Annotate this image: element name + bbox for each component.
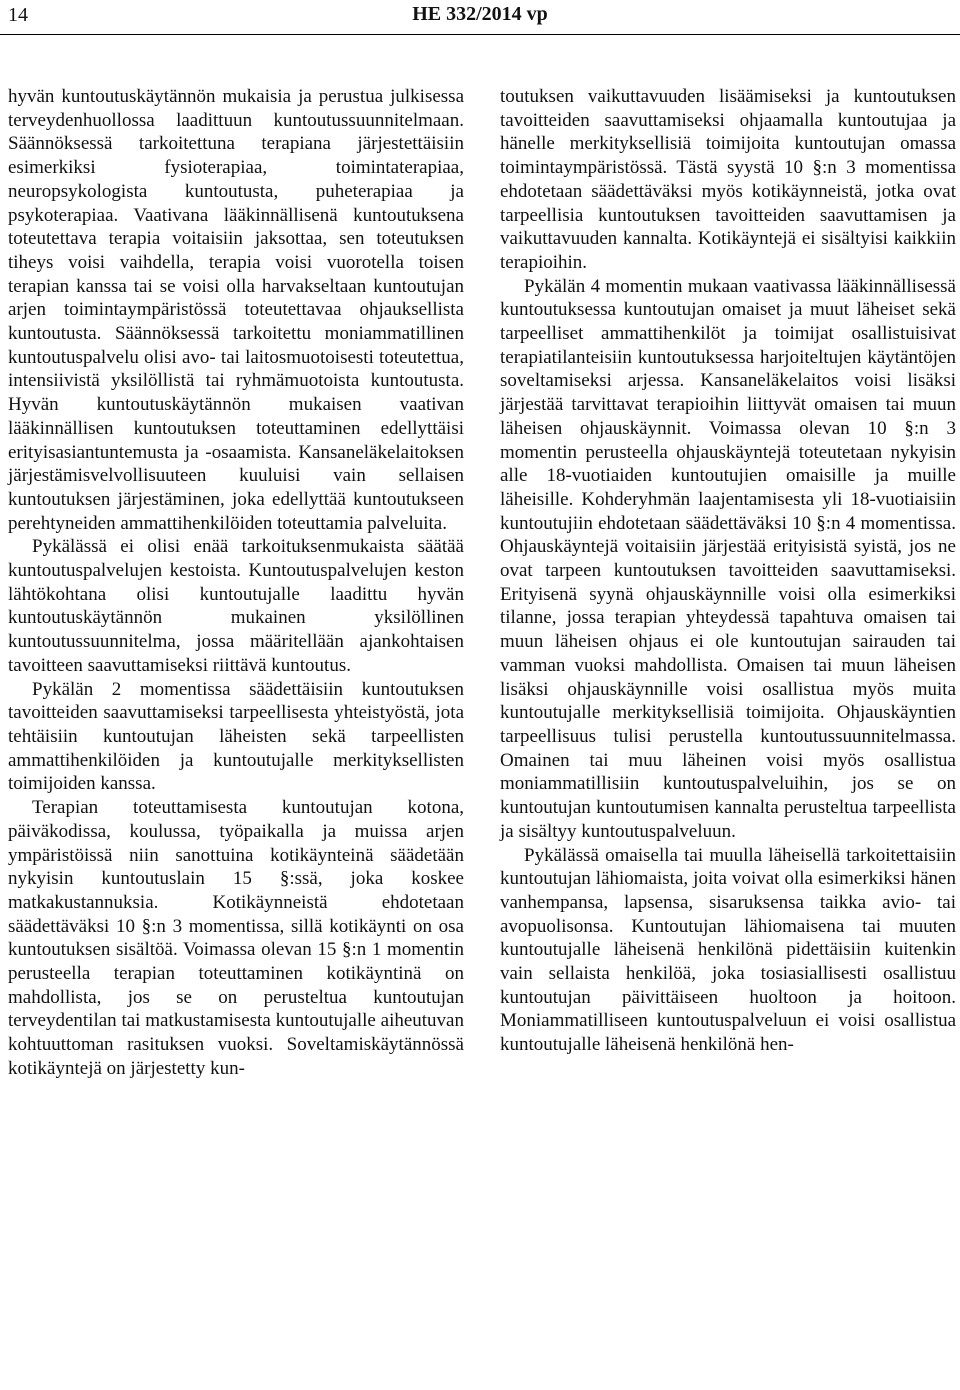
paragraph: hyvän kuntoutuskäytännön mukaisia ja perustua julkisessa terveydenhuollossa laadittuun kuntoutussuunnitelmaan. Säännöksessä tarkoitettuna terapiana järjestettäisiin esimerkiksi fysioterapiaa, toimintaterapiaa, neuropsykologista kuntoutusta, puheterapiaa ja psykoterapiaa. Vaativana lääkinnällisenä kuntoutuksena toteutettava terapia voitaisiin jaksottaa, sen toteutuksen tiheys voisi vaihdella, terapia voisi vuorotella toisen terapian kanssa tai se voisi olla harvakseltaan kuntoutujan arjen toimintaympäristössä toteutettavaa ohjauksellista kuntoutusta. Säännöksessä tarkoitettu moniammatillinen kuntoutuspalvelu olisi avo- tai laitosmuotoisesti toteutettua, intensiivistä yksilöllistä tai ryhmämuotoista kuntoutusta. Hyvän kuntoutuskäytännön mukaisen vaativan lääkinnällisen kuntoutuksen toteuttaminen edellyttäisi erityisasiantuntemusta ja -osaamista. Kansaneläkelaitoksen järjestämisvelvollisuuteen kuuluisi vain sellaisen kuntoutuksen järjestäminen, joka edellyttää kuntoutukseen perehtyneiden ammattihenkilöiden toteuttamia palveluita. (8, 86, 464, 534)
page-number: 14 (8, 4, 28, 26)
paragraph: Pykälässä omaisella tai muulla läheisellä tarkoitettaisiin kuntoutujan lähiomaista, joita voivat olla esimerkiksi hänen vanhempansa, lapsensa, sisaruksensa taikka avio- tai avopuolisonsa. Kuntoutujan lähiomaisena tai muuten kuntoutujalle läheisenä henkilönä pidettäisiin kuitenkin vain sellaista henkilöä, joka tosiasiallisesti osallistuu kuntoutujan päivittäiseen huoltoon ja hoitoon. Moniammatilliseen kuntoutuspalveluun ei voisi osallistua kuntoutujalle läheisenä henkilönä hen- (500, 844, 956, 1056)
paragraph: toutuksen vaikuttavuuden lisäämiseksi ja kuntoutuksen tavoitteiden saavuttamiseksi ohjaamalla kuntoutujaa ja hänelle merkityksellisiä toimijoita kuntoutujan omassa toimintaympäristössä. Tästä syystä 10 §:n 3 momentissa ehdotetaan säädettäväksi myös kotikäynneistä, jotka ovat tarpeellisia kuntoutuksen tavoitteiden saavuttamisen ja vaikuttavuuden kannalta. Kotikäyntejä ei sisältyisi kaikkiin terapioihin. (500, 86, 956, 273)
paragraph: Pykälässä ei olisi enää tarkoituksenmukaista säätää kuntoutuspalvelujen kestoista. Kuntoutuspalvelujen keston lähtökohtana olisi kuntoutujalle laadittu hyvän kuntoutuskäytännön mukainen yksilöllinen kuntoutussuunnitelma, jossa määritellään ajankohtaisen tavoitteen saavuttamiseksi riittävä kuntoutus. (8, 536, 464, 676)
document-id: HE 332/2014 vp (412, 3, 548, 25)
right-column (500, 85, 956, 1057)
paragraph: Terapian toteuttamisesta kuntoutujan kotona, päiväkodissa, koulussa, työpaikalla ja muissa arjen ympäristöissä niin sanottuina kotikäynteinä säädetään nykyisin kuntoutuslain 15 §:ssä, joka koskee matkakustannuksia. Kotikäynneistä ehdotetaan säädettäväksi 10 §:n 3 momentissa, sillä kotikäynti on osa kuntoutuksen sisältöä. Voimassa olevan 15 §:n 1 momentin perusteella terapian toteuttaminen kotikäyntinä on mahdollista, jos se on perusteltua kuntoutujan terveydentilan tai matkustamisesta kuntoutujalle aiheutuvan kohtuuttoman rasituksen vuoksi. Soveltamiskäytännössä kotikäyntejä on järjestetty kun- (8, 797, 464, 1079)
paragraph: Pykälän 4 momentin mukaan vaativassa lääkinnällisessä kuntoutuksessa kuntoutujan omaiset ja muut läheiset sekä tarpeelliset ammattihenkilöt ja toimijat osallistuisivat terapiatilanteisiin kuntoutuksessa harjoiteltujen käytäntöjen soveltamiseksi arjessa. Kansaneläkelaitos voisi lisäksi järjestää tarvittavat terapioihin liittyvät omaisen tai muun läheisen ohjauskäynnit. Voimassa olevan 10 §:n 3 momentin perusteella ohjauskäyntejä toteutetaan nykyisin alle 18-vuotiaiden kuntoutujien omaisille ja muille läheisille. Kohderyhmän laajentamisesta yli 18-vuotiaisiin kuntoutujiin ehdotetaan säädettäväksi 10 §:n 4 momentissa. Ohjauskäyntejä voitaisiin järjestää erityisistä syistä, jos ne ovat tarpeen kuntoutuksen tavoitteiden saavuttamiseksi. Erityisenä syynä ohjauskäynnille voisi olla esimerkiksi tilanne, jossa terapian yhteydessä tapahtuva omaisen tai muun läheisen ohjaus ei ole kuntoutujan sairauden tai vamman vuoksi mahdollista. Omaisen tai muun läheisen lisäksi ohjauskäynnille voisi osallistua myös muita kuntoutujalle merkityksellisiä toimijoita. Ohjauskäyntien tarpeellisuus tulisi perustella kuntoutussuunnitelmassa. Omainen tai muu läheinen voisi myös osallistua moniammatillisiin kuntoutuspalveluihin, jos se on kuntoutujan kuntoutumisen kannalta perusteltua tarpeellista ja sisältyy kuntoutuspalveluun. (500, 275, 956, 842)
page-header (0, 0, 960, 35)
left-column (8, 85, 464, 1081)
paragraph: Pykälän 2 momentissa säädettäisiin kuntoutuksen tavoitteiden saavuttamiseksi tarpeellisesta yhteistyöstä, jota tehtäisiin kuntoutujan läheisten sekä tarpeellisten ammattihenkilöiden ja kuntoutujalle merkityksellisten toimijoiden kanssa. (8, 678, 464, 795)
